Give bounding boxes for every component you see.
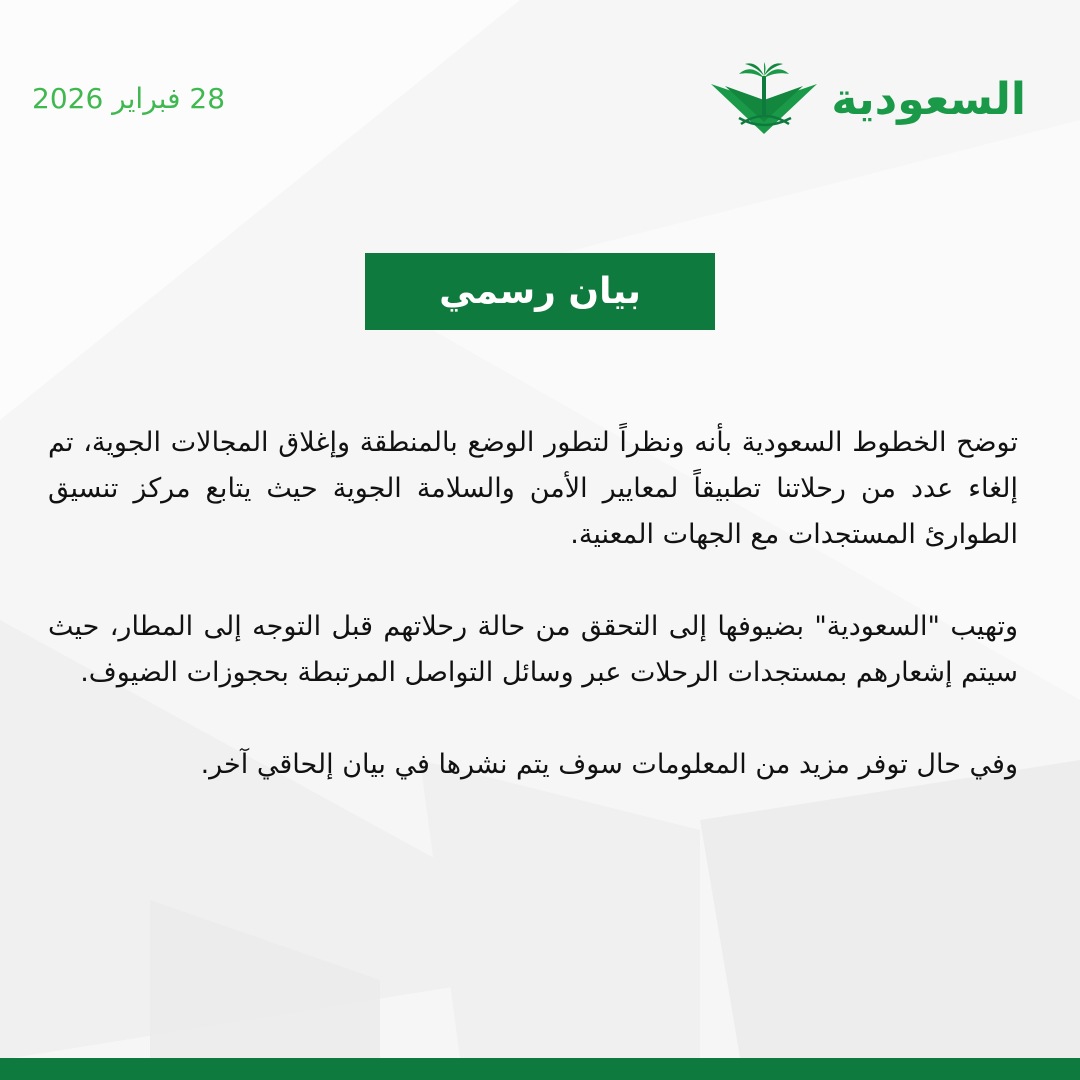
paragraph-3: وفي حال توفر مزيد من المعلومات سوف يتم نشرها في بيان إلحاقي آخر.: [200, 749, 1018, 780]
bottom-brand-bar: [0, 1058, 1080, 1080]
statement-body: [48, 420, 1018, 834]
logo-wordmark: السعودية: [831, 74, 1026, 125]
paragraph-1: توضح الخطوط السعودية بأنه ونظراً لتطور الوضع بالمنطقة وإغلاق المجالات الجوية، تم إلغاء عدد من رحلاتنا تطبيقاً لمعايير الأمن والسلامة الجوية حيث يتابع مركز تنسيق الطوارئ المستجدات مع الجهات المعنية.: [48, 427, 1018, 550]
saudia-logo: [711, 60, 1026, 140]
page-title: بيان رسمي: [439, 271, 641, 312]
palm-and-swords-emblem-icon: [711, 62, 817, 138]
date-label: 28 فبراير 2026: [32, 82, 226, 115]
paragraph-2: وتهيب "السعودية" بضيوفها إلى التحقق من حالة رحلاتهم قبل التوجه إلى المطار، حيث سيتم إشعارهم بمستجدات الرحلات عبر وسائل التواصل المرتبطة بحجوزات الضيوف.: [48, 611, 1018, 688]
title-banner: [365, 253, 715, 330]
